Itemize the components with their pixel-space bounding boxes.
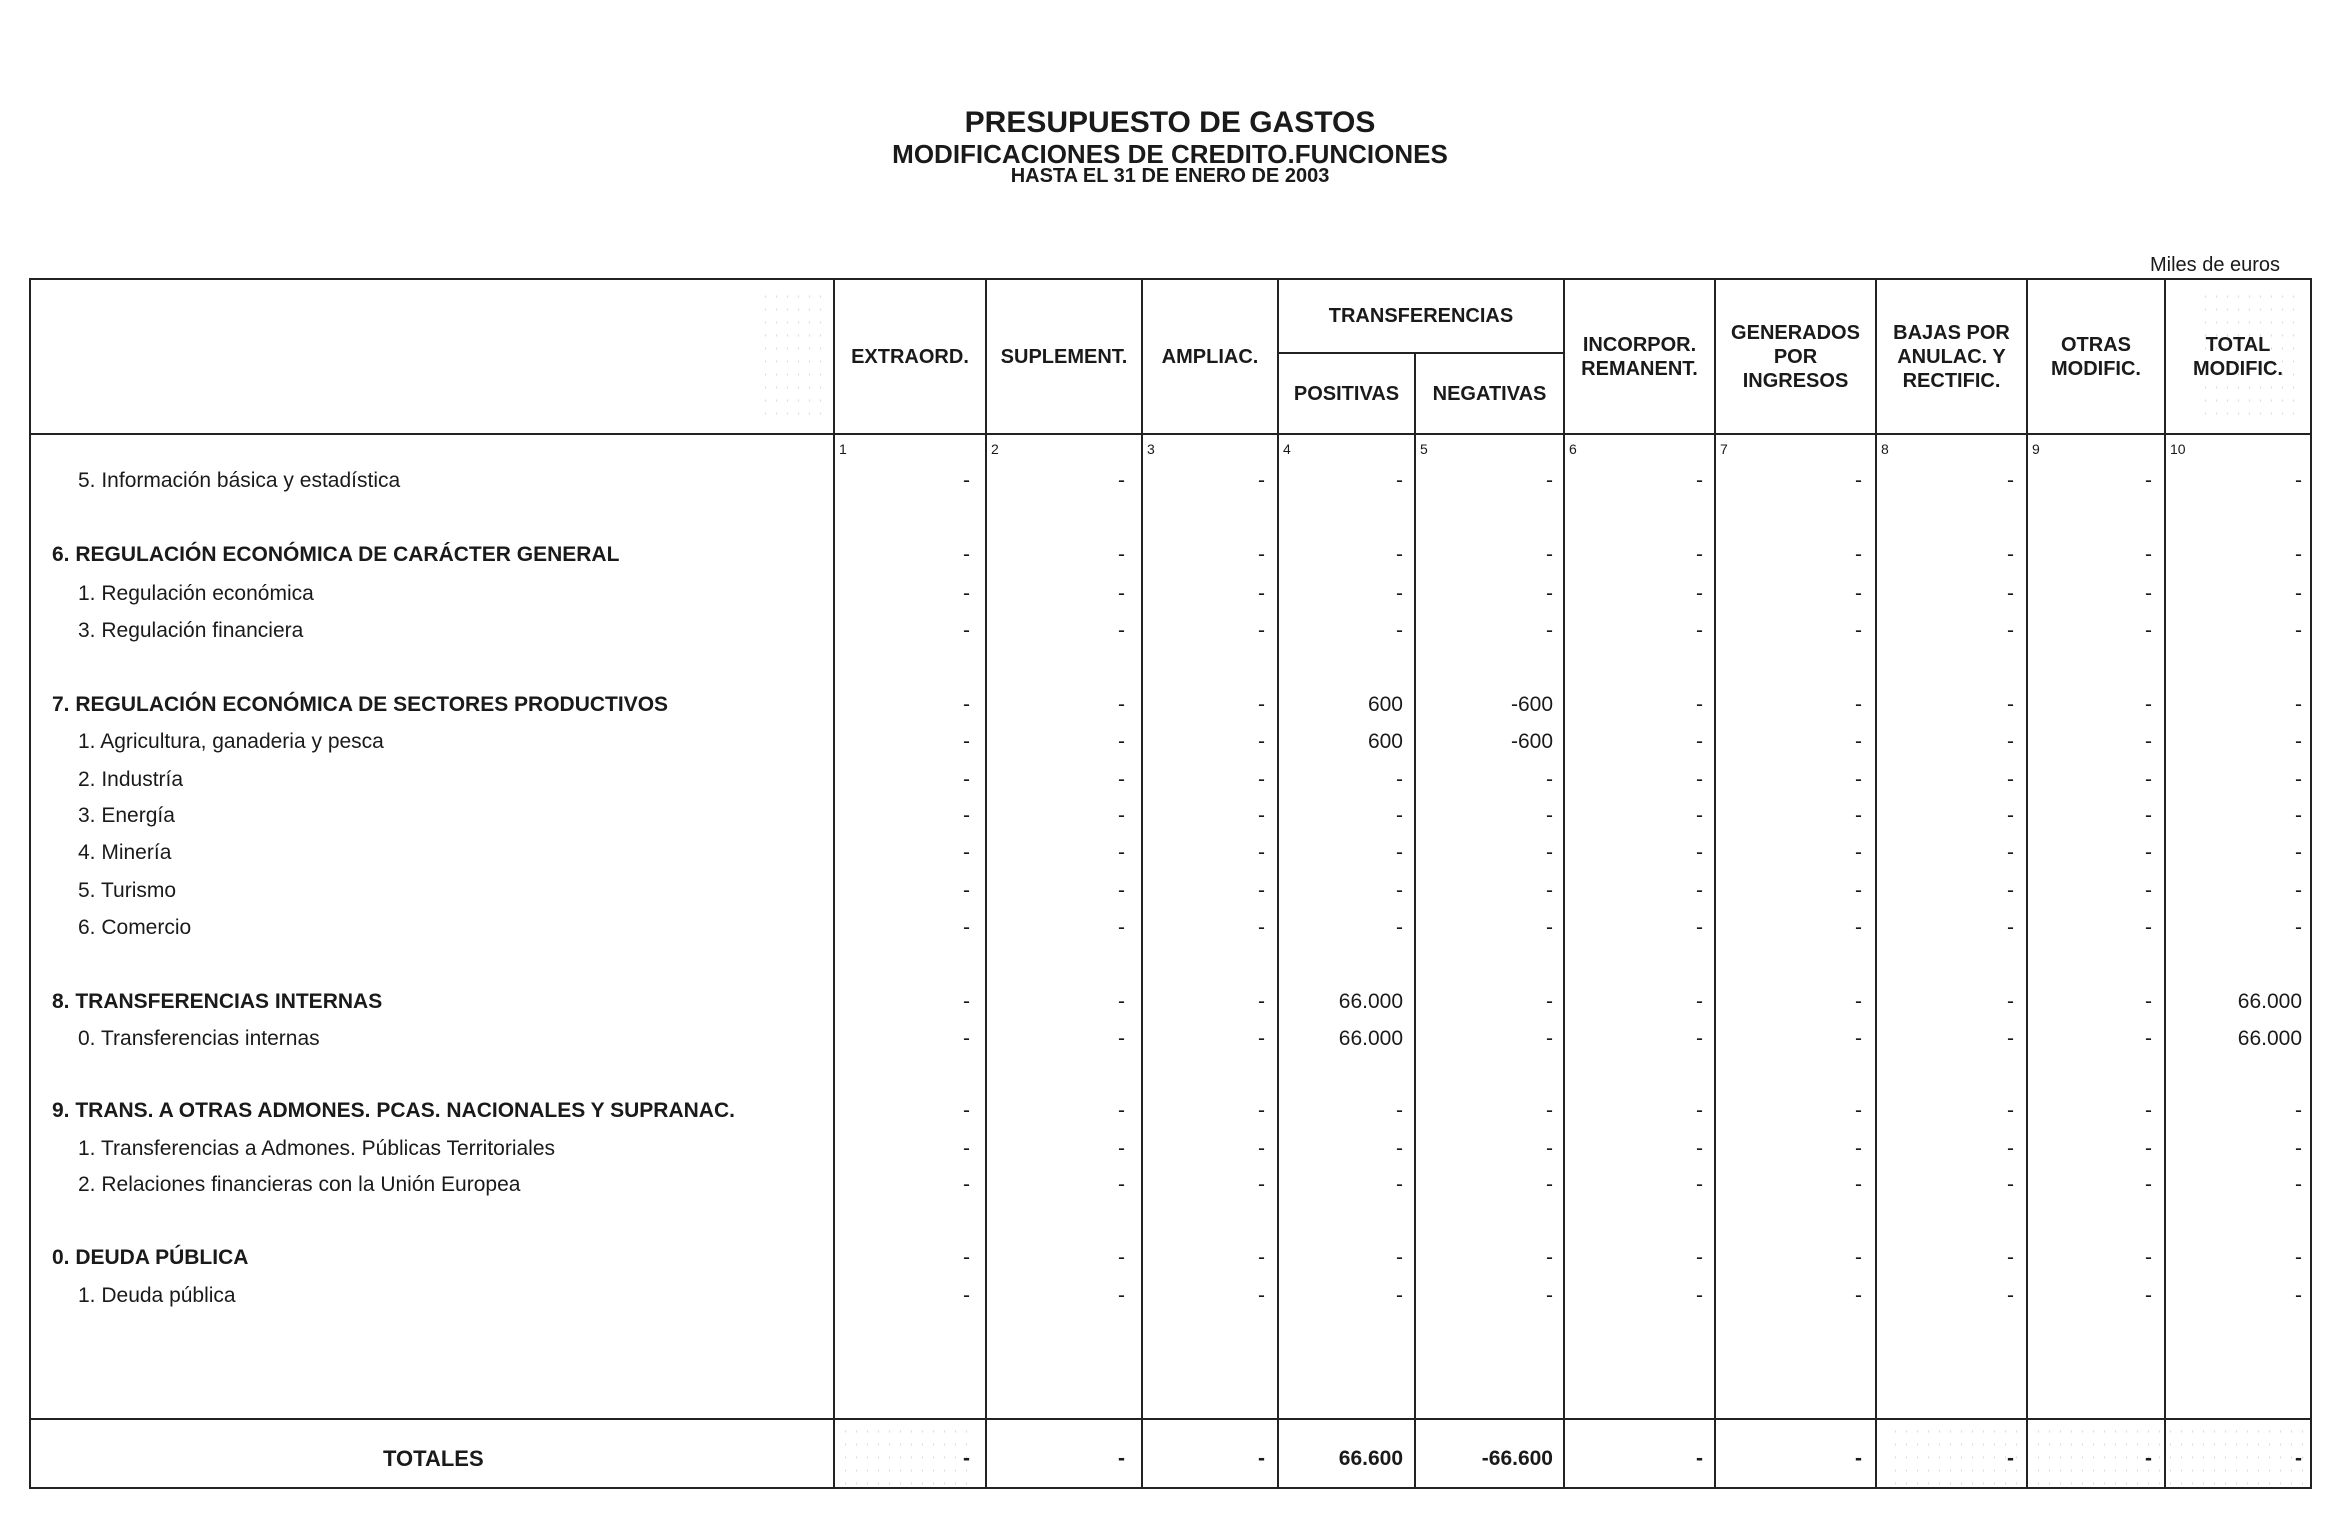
header-generados-line2: POR (1773, 345, 1818, 368)
table-cell: - (1258, 990, 1265, 1013)
table-cell: - (1696, 841, 1703, 864)
table-cell: - (963, 1284, 970, 1307)
table-cell: - (1855, 469, 1862, 492)
table-cell: - (1258, 1173, 1265, 1196)
table-cell: - (1396, 619, 1403, 642)
table-cell: - (1258, 841, 1265, 864)
column-number: 2 (991, 441, 999, 457)
header-bajas-line3: RECTIFIC. (1902, 369, 2001, 392)
table-cell: - (2145, 1173, 2152, 1196)
table-cell: - (2007, 1284, 2014, 1307)
header-bajas-line2: ANULAC. Y (1897, 345, 2006, 368)
table-cell: - (1696, 1246, 1703, 1269)
table-cell: - (963, 879, 970, 902)
totals-cell: -66.600 (1481, 1447, 1553, 1470)
table-cell: - (1696, 582, 1703, 605)
row-label: 6. Comercio (78, 916, 192, 939)
table-cell: - (963, 1099, 970, 1122)
table-cell: - (963, 768, 970, 791)
table-cell: 66.000 (1338, 1027, 1403, 1050)
row-group-label: 8. TRANSFERENCIAS INTERNAS (52, 990, 383, 1013)
table-cell: - (2007, 1027, 2014, 1050)
table-cell: - (1118, 841, 1125, 864)
table-cell: - (1396, 1284, 1403, 1307)
header-total-line1: TOTAL (2205, 333, 2271, 356)
table-cell: - (2295, 768, 2302, 791)
table-cell: - (2007, 693, 2014, 716)
table-cell: - (1696, 990, 1703, 1013)
table-cell: - (963, 1137, 970, 1160)
header-extraord-label: EXTRAORD. (851, 345, 969, 368)
table-cell: - (1258, 693, 1265, 716)
scan-noise (840, 1425, 970, 1485)
table-cell: - (1855, 1246, 1862, 1269)
row-label: 0. Transferencias internas (78, 1027, 320, 1050)
table-bottom-border (31, 1487, 2311, 1489)
table-cell: - (1855, 879, 1862, 902)
row-group-label: 0. DEUDA PÚBLICA (52, 1246, 249, 1269)
table-cell: - (1118, 1027, 1125, 1050)
table-cell: - (2295, 582, 2302, 605)
column-number: 10 (2170, 441, 2186, 457)
table-cell: 66.000 (2237, 1027, 2302, 1050)
table-cell: - (963, 1246, 970, 1269)
table-cell: - (2145, 768, 2152, 791)
table-cell: - (1118, 543, 1125, 566)
table-cell: - (1118, 804, 1125, 827)
table-cell: - (2295, 543, 2302, 566)
header-suplement-label: SUPLEMENT. (1000, 345, 1128, 368)
row-label: 4. Minería (78, 841, 172, 864)
table-cell: - (1258, 1246, 1265, 1269)
table-cell: - (1258, 582, 1265, 605)
table-cell: - (1696, 693, 1703, 716)
table-cell: - (1696, 1173, 1703, 1196)
table-cell: - (2007, 1137, 2014, 1160)
table-cell: - (1258, 804, 1265, 827)
document-title: PRESUPUESTO DE GASTOS (964, 106, 1376, 139)
table-cell: - (1855, 1099, 1862, 1122)
table-cell: - (1546, 582, 1553, 605)
column-number: 9 (2032, 441, 2040, 457)
totals-cell: - (2145, 1447, 2152, 1470)
table-cell: - (2295, 469, 2302, 492)
table-cell: - (1396, 879, 1403, 902)
table-cell: - (2007, 543, 2014, 566)
document-period: HASTA EL 31 DE ENERO DE 2003 (1010, 165, 1330, 187)
table-cell: - (1855, 730, 1862, 753)
column-number: 7 (1720, 441, 1728, 457)
table-cell: - (1118, 619, 1125, 642)
table-cell: - (2295, 730, 2302, 753)
header-otras-line2: MODIFIC. (2051, 357, 2141, 380)
totals-cell: - (1258, 1447, 1265, 1470)
table-cell: - (1258, 768, 1265, 791)
table-cell: - (1855, 693, 1862, 716)
table-cell: - (1855, 768, 1862, 791)
table-cell: - (2007, 990, 2014, 1013)
scan-noise (1890, 1425, 2310, 1485)
table-cell: - (1258, 1137, 1265, 1160)
row-label: 5. Información básica y estadística (78, 469, 401, 492)
table-cell: - (1396, 768, 1403, 791)
row-label: 1. Regulación económica (78, 582, 314, 605)
table-cell: - (1696, 469, 1703, 492)
table-cell: 600 (1367, 693, 1403, 716)
table-cell: - (1546, 990, 1553, 1013)
table-cell: - (2145, 693, 2152, 716)
table-cell: - (963, 916, 970, 939)
row-label: 5. Turismo (78, 879, 177, 902)
table-cell: - (1396, 804, 1403, 827)
table-cell: - (2007, 1246, 2014, 1269)
table-cell: - (963, 1173, 970, 1196)
table-cell: - (1546, 879, 1553, 902)
table-cell: - (1258, 1027, 1265, 1050)
table-cell: - (1696, 1137, 1703, 1160)
header-otras (2028, 280, 2164, 433)
table-cell: - (2145, 543, 2152, 566)
row-group-label: 7. REGULACIÓN ECONÓMICA DE SECTORES PRODUCTIVOS (52, 693, 669, 716)
header-transferencias-label: TRANSFERENCIAS (1328, 305, 1514, 327)
table-cell: -600 (1510, 730, 1553, 753)
header-bajas (1877, 280, 2026, 433)
table-cell: - (963, 619, 970, 642)
header-positivas (1279, 354, 1414, 433)
totals-cell: - (2007, 1447, 2014, 1470)
column-divider (1277, 278, 1279, 1489)
header-ampliac (1143, 280, 1277, 433)
table-cell: - (963, 841, 970, 864)
table-cell: - (1118, 693, 1125, 716)
table-cell: - (1546, 469, 1553, 492)
column-divider (1875, 278, 1877, 1489)
header-bajas-line1: BAJAS POR (1893, 321, 2010, 344)
table-cell: - (2007, 469, 2014, 492)
table-cell: - (2145, 1099, 2152, 1122)
header-transferencias (1279, 280, 1563, 352)
table-cell: - (963, 582, 970, 605)
table-cell: - (2145, 469, 2152, 492)
table-cell: - (1696, 1027, 1703, 1050)
table-cell: - (963, 990, 970, 1013)
table-cell: - (2007, 804, 2014, 827)
header-ampliac-label: AMPLIAC. (1161, 345, 1259, 368)
document-subtitle: MODIFICACIONES DE CREDITO.FUNCIONES (892, 139, 1448, 169)
table-cell: - (1855, 582, 1862, 605)
header-extraord (835, 280, 985, 433)
table-cell: 66.000 (2237, 990, 2302, 1013)
table-cell: - (963, 1027, 970, 1050)
table-cell: - (2007, 730, 2014, 753)
header-positivas-label: POSITIVAS (1293, 382, 1400, 405)
table-cell: - (1546, 1173, 1553, 1196)
table-cell: - (1855, 990, 1862, 1013)
table-cell: - (2007, 768, 2014, 791)
row-label: 3. Energía (78, 804, 175, 827)
table-cell: - (1118, 990, 1125, 1013)
table-cell: - (1258, 730, 1265, 753)
table-cell: - (1855, 1137, 1862, 1160)
column-number: 6 (1569, 441, 1577, 457)
table-cell: - (1546, 1027, 1553, 1050)
table-cell: - (963, 804, 970, 827)
column-divider (1141, 278, 1143, 1489)
header-generados-line1: GENERADOS (1731, 321, 1860, 344)
table-cell: - (1118, 916, 1125, 939)
table-cell: - (2145, 879, 2152, 902)
column-divider (1414, 352, 1416, 1489)
column-number: 8 (1881, 441, 1889, 457)
table-cell: - (1118, 582, 1125, 605)
table-cell: - (2295, 1137, 2302, 1160)
column-number: 3 (1147, 441, 1155, 457)
header-incorpor (1565, 280, 1714, 433)
table-cell: - (963, 730, 970, 753)
table-cell: - (1396, 469, 1403, 492)
header-total (2166, 280, 2310, 433)
totals-cell: 66.600 (1338, 1447, 1403, 1470)
table-cell: - (2145, 990, 2152, 1013)
table-cell: - (963, 543, 970, 566)
header-generados (1716, 280, 1875, 433)
table-cell: - (1396, 841, 1403, 864)
table-cell: - (1258, 619, 1265, 642)
table-cell: - (1696, 804, 1703, 827)
table-cell: - (1546, 619, 1553, 642)
totals-top-border (29, 1418, 2311, 1420)
table-cell: - (2295, 879, 2302, 902)
table-cell: - (1258, 879, 1265, 902)
table-cell: - (1696, 619, 1703, 642)
totals-cell: - (1696, 1447, 1703, 1470)
table-cell: - (963, 693, 970, 716)
table-cell: - (1696, 1284, 1703, 1307)
table-cell: - (2007, 582, 2014, 605)
table-cell: - (1696, 768, 1703, 791)
table-cell: - (1118, 1173, 1125, 1196)
table-cell: - (2145, 619, 2152, 642)
table-cell: - (2295, 1099, 2302, 1122)
table-cell: - (2295, 619, 2302, 642)
table-cell: - (1118, 730, 1125, 753)
header-suplement (987, 280, 1141, 433)
table-cell: - (1118, 1137, 1125, 1160)
table-cell: - (1396, 1137, 1403, 1160)
table-left-border (29, 278, 31, 1489)
header-bottom-border (29, 433, 2311, 435)
totals-cell: - (1118, 1447, 1125, 1470)
header-incorpor-line1: INCORPOR. (1582, 333, 1697, 356)
row-group-label: 6. REGULACIÓN ECONÓMICA DE CARÁCTER GENERAL (52, 543, 620, 566)
table-cell: - (1855, 1173, 1862, 1196)
table-cell: - (1396, 916, 1403, 939)
row-label: 2. Relaciones financieras con la Unión Europea (78, 1173, 521, 1196)
table-cell: - (1258, 916, 1265, 939)
table-cell: - (1546, 916, 1553, 939)
table-cell: - (1696, 1099, 1703, 1122)
table-cell: - (1546, 804, 1553, 827)
table-cell: - (2145, 1284, 2152, 1307)
table-cell: - (1396, 1099, 1403, 1122)
table-cell: - (1546, 841, 1553, 864)
table-cell: - (2007, 879, 2014, 902)
table-cell: 66.000 (1338, 990, 1403, 1013)
table-cell: -600 (1510, 693, 1553, 716)
table-cell: - (1118, 768, 1125, 791)
table-cell: - (2007, 1099, 2014, 1122)
column-divider (833, 278, 835, 1489)
table-cell: - (1546, 1284, 1553, 1307)
table-cell: - (1258, 469, 1265, 492)
table-cell: - (1696, 879, 1703, 902)
row-label: 2. Industría (78, 768, 184, 791)
column-number: 1 (839, 441, 847, 457)
table-cell: - (2145, 730, 2152, 753)
header-generados-line3: INGRESOS (1742, 369, 1849, 392)
table-cell: - (1258, 1284, 1265, 1307)
table-cell: - (1118, 1099, 1125, 1122)
table-cell: - (963, 469, 970, 492)
table-cell: - (1855, 1284, 1862, 1307)
table-cell: - (1546, 543, 1553, 566)
table-cell: - (1855, 916, 1862, 939)
table-cell: - (1855, 841, 1862, 864)
table-cell: - (2295, 1284, 2302, 1307)
row-label: 1. Agricultura, ganaderia y pesca (78, 730, 384, 753)
table-cell: - (1396, 543, 1403, 566)
column-divider (1563, 278, 1565, 1489)
table-cell: - (2007, 619, 2014, 642)
totals-label: TOTALES (383, 1446, 484, 1471)
table-cell: - (1696, 730, 1703, 753)
table-cell: - (1118, 879, 1125, 902)
column-divider (985, 278, 987, 1489)
table-cell: - (2145, 1246, 2152, 1269)
table-cell: - (2295, 1246, 2302, 1269)
table-cell: - (2295, 841, 2302, 864)
row-label: 1. Deuda pública (78, 1284, 236, 1307)
table-cell: - (2295, 693, 2302, 716)
table-cell: - (1855, 1027, 1862, 1050)
header-incorpor-line2: REMANENT. (1581, 357, 1698, 380)
table-right-border (2310, 278, 2312, 1489)
column-number: 5 (1420, 441, 1428, 457)
header-negativas (1416, 354, 1563, 433)
scan-noise (760, 290, 830, 420)
table-cell: - (2145, 841, 2152, 864)
table-cell: - (1258, 1099, 1265, 1122)
column-divider (1714, 278, 1716, 1489)
totals-cell: - (1855, 1447, 1862, 1470)
table-cell: - (2145, 1137, 2152, 1160)
table-cell: - (2007, 841, 2014, 864)
table-cell: - (2145, 582, 2152, 605)
column-divider (2164, 278, 2166, 1489)
table-cell: - (1396, 582, 1403, 605)
totals-cell: - (2295, 1447, 2302, 1470)
row-label: 3. Regulación financiera (78, 619, 304, 642)
units-label: Miles de euros (2150, 254, 2281, 276)
table-cell: - (2007, 916, 2014, 939)
table-cell: - (1118, 1284, 1125, 1307)
table-cell: - (1546, 768, 1553, 791)
table-cell: - (1546, 1099, 1553, 1122)
table-cell: - (1396, 1173, 1403, 1196)
row-group-label: 9. TRANS. A OTRAS ADMONES. PCAS. NACIONALES Y SUPRANAC. (52, 1099, 735, 1122)
column-divider (2026, 278, 2028, 1489)
row-label: 1. Transferencias a Admones. Públicas Territoriales (78, 1137, 556, 1160)
table-cell: - (1696, 916, 1703, 939)
table-cell: - (1546, 1137, 1553, 1160)
column-number: 4 (1283, 441, 1291, 457)
table-cell: - (1546, 1246, 1553, 1269)
table-cell: - (2145, 916, 2152, 939)
table-cell: - (1118, 469, 1125, 492)
totals-cell: - (963, 1447, 970, 1470)
table-cell: - (1696, 543, 1703, 566)
table-cell: - (1258, 543, 1265, 566)
table-cell: - (1855, 804, 1862, 827)
table-cell: - (1855, 543, 1862, 566)
table-cell: - (2145, 804, 2152, 827)
table-cell: - (1396, 1246, 1403, 1269)
table-cell: - (2295, 916, 2302, 939)
table-cell: 600 (1367, 730, 1403, 753)
table-cell: - (1118, 1246, 1125, 1269)
table-cell: - (1855, 619, 1862, 642)
table-cell: - (2145, 1027, 2152, 1050)
table-cell: - (2295, 804, 2302, 827)
header-negativas-label: NEGATIVAS (1432, 382, 1547, 405)
header-otras-line1: OTRAS (2061, 333, 2131, 356)
table-cell: - (2295, 1173, 2302, 1196)
table-cell: - (2007, 1173, 2014, 1196)
header-total-line2: MODIFIC. (2193, 357, 2283, 380)
